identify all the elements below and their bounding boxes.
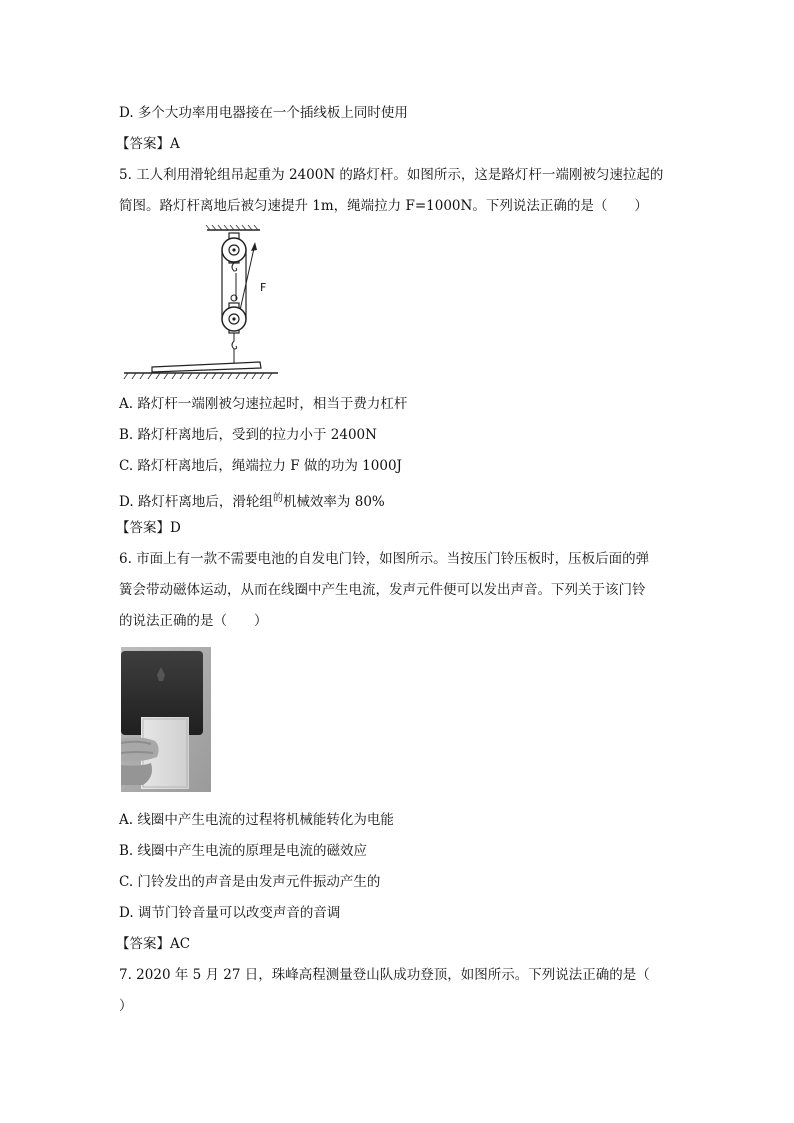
answer-6: 【答案】AC [116,936,191,952]
q7-stem-2: ） [119,998,133,1014]
q6-option-d: D. 调节门铃音量可以改变声音的音调 [119,905,341,921]
q5-option-d-part2: 机械效率为 80% [282,494,385,510]
pulley-diagram [120,225,280,383]
q5-option-d [119,490,385,511]
force-label: F [260,281,267,294]
q5-option-d-sup: 的 [272,493,283,504]
q6-stem-2: 簧会带动磁体运动，从而在线圈中产生电流，发声元件便可以发出声音。下列关于该门铃 [119,582,646,598]
q5-stem-2: 简图。路灯杆离地后被匀速提升 1m，绳端拉力 F=1000N。下列说法正确的是（ ） [119,198,648,214]
q5-option-d-part1: D. 路灯杆离地后，滑轮组 [119,494,273,510]
q7-stem-1: 7. 2020 年 5 月 27 日，珠峰高程测量登山队成功登顶，如图所示。下列说法正确的是（ [119,967,650,983]
answer-5: 【答案】D [116,520,181,536]
line-d-prev: D. 多个大功率用电器接在一个插线板上同时使用 [119,105,408,121]
q6-option-c: C. 门铃发出的声音是由发声元件振动产生的 [119,874,381,890]
q6-stem-3: 的说法正确的是（ ） [119,613,268,629]
doorbell-photo [121,647,211,792]
q6-stem-1: 6. 市面上有一款不需要电池的自发电门铃，如图所示。当按压门铃压板时，压板后面的弹 [119,551,650,567]
answer-4: 【答案】A [116,136,180,152]
q6-option-b: B. 线圈中产生电流的原理是电流的磁效应 [119,843,368,859]
q5-stem-1: 5. 工人利用滑轮组吊起重为 2400N 的路灯杆。如图所示，这是路灯杆一端刚被匀速拉起的 [119,167,664,183]
q5-option-a: A. 路灯杆一端刚被匀速拉起时，相当于费力杠杆 [119,396,408,412]
q5-option-b: B. 路灯杆离地后，受到的拉力小于 2400N [119,427,377,443]
q6-option-a: A. 线圈中产生电流的过程将机械能转化为电能 [119,812,394,828]
q5-option-c: C. 路灯杆离地后，绳端拉力 F 做的功为 1000J [119,458,402,474]
